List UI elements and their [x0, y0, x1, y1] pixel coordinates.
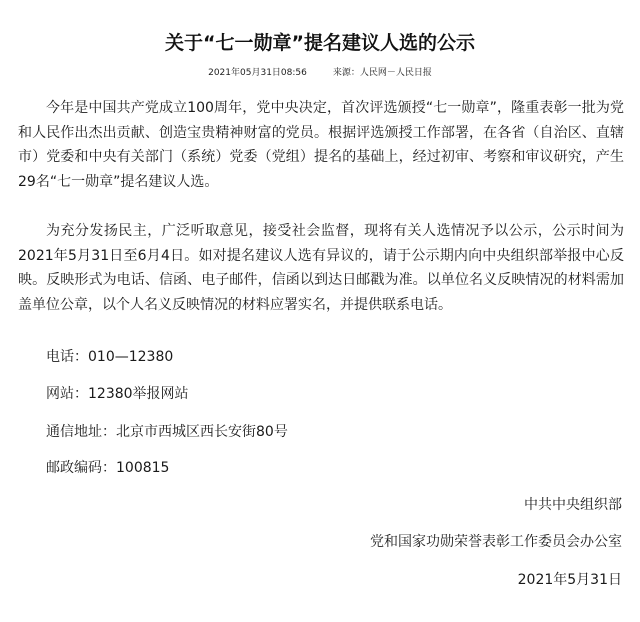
- body-paragraph-2: 为充分发扬民主，广泛听取意见，接受社会监督，现将有关人选情况予以公示，公示时间为2021年5月31日至6月4日。如对提名建议人选有异议的，请于公示期内向中央组织部举报中心反映。反映形式为电话、信函、电子邮件，信函以到达日邮戳为准。以单位名义反映情况的材料需加盖单位公章，以个人名义反映情况的材料应署实名，并提供联系电话。: [18, 223, 624, 313]
- contact-website: 网站：12380举报网站: [46, 386, 189, 402]
- signature-date: 2021年5月31日: [517, 572, 622, 588]
- contact-phone: 电话：010—12380: [46, 349, 174, 365]
- article-title: 关于“七一勋章”提名建议人选的公示: [165, 32, 475, 54]
- contact-postcode: 邮政编码：100815: [46, 460, 170, 476]
- article-source: 来源：人民网－人民日报: [332, 68, 432, 78]
- publish-date: 2021年05月31日08:56: [208, 68, 307, 78]
- signature-org-1: 中共中央组织部: [524, 497, 622, 513]
- signature-org-2: 党和国家功勋荣誉表彰工作委员会办公室: [370, 534, 622, 550]
- article-meta: [0, 67, 640, 79]
- body-paragraph-1: 今年是中国共产党成立100周年，党中央决定，首次评选颁授“七一勋章”，隆重表彰一批为党和人民作出杰出贡献、创造宝贵精神财富的党员。根据评选颁授工作部署，在各省（自治区、直辖市）党委和中央有关部门（系统）党委（党组）提名的基础上，经过初审、考察和审议研究，产生29名“七一勋章”提名建议人选。: [18, 100, 624, 190]
- contact-address: 通信地址：北京市西城区西长安街80号: [46, 424, 288, 440]
